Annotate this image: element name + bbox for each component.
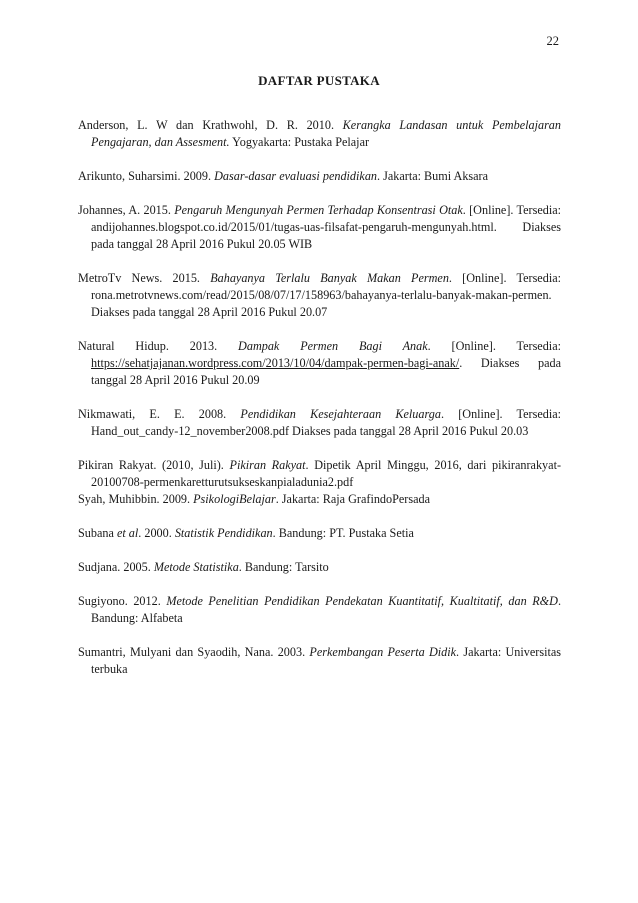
reference-list	[78, 117, 561, 695]
reference-title: Metode Penelitian Pendidikan Pendekatan Kuantitatif, Kualtitatif, dan R&D	[166, 594, 558, 608]
reference-text: . [Online]. Tersedia: rona.metrotvnews.com/read/2015/08/07/17/158963/bahayanya-terlalu-banyak-makan-permen. Diakses pada tanggal 28 April 2016 Pukul 20.07	[91, 271, 561, 319]
reference-text: Nikmawati, E. E. 2008.	[78, 407, 241, 421]
page-number: 22	[546, 34, 559, 48]
reference-title: Pikiran Rakyat	[229, 458, 306, 472]
reference-title: Pengaruh Mengunyah Permen Terhadap Konsentrasi Otak	[174, 203, 463, 217]
reference-text: . Bandung: Tarsito	[238, 560, 329, 574]
reference-entry	[78, 559, 561, 576]
reference-text: . Bandung: Alfabeta	[91, 594, 561, 625]
reference-text: Arikunto, Suharsimi. 2009.	[78, 169, 215, 183]
reference-text: . 2000.	[138, 526, 175, 540]
reference-title: Pendidikan Kesejahteraan Keluarga	[240, 407, 441, 421]
reference-text: Sudjana. 2005.	[78, 560, 154, 574]
reference-text: Sumantri, Mulyani dan Syaodih, Nana. 2003.	[78, 645, 310, 659]
reference-text: Sugiyono. 2012.	[78, 594, 167, 608]
reference-title: Bahayanya Terlalu Banyak Makan Permen	[210, 271, 449, 285]
reference-title: Metode Statistika	[153, 560, 239, 574]
reference-entry	[78, 202, 561, 253]
reference-text: Anderson, L. W dan Krathwohl, D. R. 2010.	[78, 118, 343, 132]
reference-title: et al	[116, 526, 139, 540]
reference-text: . [Online]. Tersedia: andijohannes.blogspot.co.id/2015/01/tugas-uas-filsafat-pengaruh-mengunyah.html. Diakses pada tanggal 28 April 2016 Pukul 20.05 WIB	[91, 203, 561, 251]
reference-text: Johannes, A. 2015.	[78, 203, 175, 217]
reference-text: . Jakarta: Bumi Aksara	[377, 169, 489, 183]
reference-title: Kerangka Landasan untuk Pembelajaran Pengajaran, dan Assesment.	[91, 118, 561, 149]
reference-entry	[78, 525, 561, 542]
reference-entry	[78, 168, 561, 185]
reference-text: Subana	[78, 526, 117, 540]
reference-entry	[78, 406, 561, 440]
page-title: DAFTAR PUSTAKA	[258, 73, 380, 88]
reference-text: Natural Hidup. 2013.	[78, 339, 239, 353]
reference-title: Dasar-dasar evaluasi pendidikan	[214, 169, 378, 183]
reference-text: . Diakses pada tanggal 28 April 2016 Pukul 20.09	[91, 356, 561, 387]
reference-text: Pikiran Rakyat. (2010, Juli).	[78, 458, 230, 472]
reference-title: Perkembangan Peserta Didik	[309, 645, 457, 659]
reference-entry	[78, 457, 561, 491]
reference-entry	[78, 644, 561, 678]
reference-text: . [Online]. Tersedia:	[427, 339, 561, 353]
reference-title: Dampak Permen Bagi Anak	[238, 339, 428, 353]
reference-text: . [Online]. Tersedia: Hand_out_candy-12_november2008.pdf Diakses pada tanggal 28 April 2016 Pukul 20.03	[91, 407, 562, 438]
reference-text: . Jakarta: Raja GrafindoPersada	[275, 492, 431, 506]
reference-text: . Jakarta: Universitas terbuka	[91, 645, 562, 676]
reference-text: . Bandung: PT. Pustaka Setia	[272, 526, 414, 540]
reference-title: Statistik Pendidikan	[174, 526, 273, 540]
reference-title: PsikologiBelajar	[193, 492, 276, 506]
reference-entry	[78, 338, 561, 389]
reference-entry	[78, 117, 561, 151]
reference-text: . Dipetik April Minggu, 2016, dari pikiranrakyat-20100708-permenkaretturutsukseskanpialadunia2.pdf	[91, 458, 562, 489]
reference-entry	[78, 593, 561, 627]
reference-entry	[78, 270, 561, 321]
reference-text: Yogyakarta: Pustaka Pelajar	[229, 135, 370, 149]
reference-text: Syah, Muhibbin. 2009.	[78, 492, 194, 506]
reference-text: MetroTv News. 2015.	[78, 271, 211, 285]
reference-link[interactable]: https://sehatjajanan.wordpress.com/2013/10/04/dampak-permen-bagi-anak/	[91, 356, 460, 370]
reference-entry	[78, 491, 561, 508]
